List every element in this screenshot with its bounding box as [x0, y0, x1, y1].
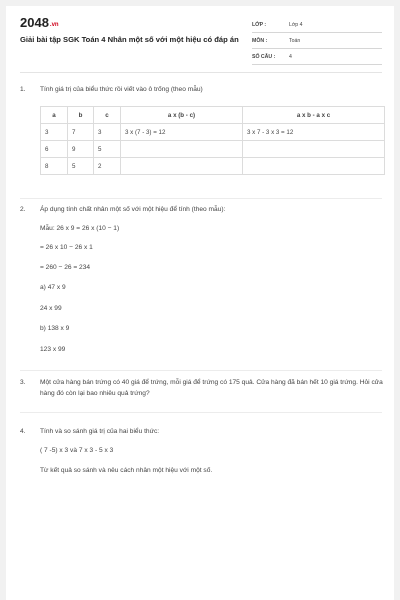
instruction-line: Từ kết quả so sánh và nêu cách nhân một hiệu với một số. [40, 467, 213, 474]
table-cell: 2 [94, 158, 121, 175]
table-row [41, 124, 385, 141]
column-header: a x b - a x c [243, 107, 385, 124]
table-header-row [41, 107, 385, 124]
column-header: a x (b - c) [121, 107, 243, 124]
exercise-line: 123 x 99 [40, 346, 66, 353]
answer-table [40, 106, 385, 175]
example-line: = 260 − 26 = 234 [40, 264, 91, 271]
column-header: c [94, 107, 121, 124]
table-row [41, 158, 385, 175]
exercise-line: 24 x 99 [40, 305, 62, 312]
meta-value: Toán [289, 38, 301, 44]
table-cell: 3 x (7 - 3) = 12 [121, 124, 243, 141]
table-cell: 6 [41, 141, 68, 158]
question-3-number: 3. [20, 379, 26, 386]
table-cell: 7 [68, 124, 94, 141]
site-logo[interactable] [20, 15, 59, 30]
meta-question-count [252, 52, 382, 65]
example-line: = 26 x 10 − 26 x 1 [40, 244, 93, 251]
example-line: Mẫu: 26 x 9 = 26 x (10 − 1) [40, 225, 120, 232]
exercise-line: a) 47 x 9 [40, 284, 66, 291]
table-row [41, 141, 385, 158]
expression-line: ( 7 -5) x 3 và 7 x 3 - 5 x 3 [40, 447, 114, 454]
document-title: Giải bài tập SGK Toán 4 Nhân một số với một hiệu có đáp án [20, 35, 239, 44]
document-header [6, 6, 394, 68]
column-header: b [68, 107, 94, 124]
table-cell [121, 158, 243, 175]
exercise-line: b) 138 x 9 [40, 325, 70, 332]
question-2-number: 2. [20, 206, 26, 213]
question-4-text: Tính và so sánh giá trị của hai biểu thức: [40, 428, 160, 435]
logo-suffix: .vn [49, 22, 59, 28]
section-divider [20, 198, 382, 199]
meta-value: Lớp 4 [289, 22, 303, 28]
table-cell: 5 [68, 158, 94, 175]
document-page [6, 6, 394, 600]
meta-label: SỐ CÂU : [252, 54, 276, 60]
table-cell: 3 [41, 124, 68, 141]
question-2-text: Áp dụng tính chất nhân một số với một hiệu để tính (theo mẫu): [40, 206, 226, 213]
question-1-text: Tính giá trị của biểu thức rồi viết vào ô trống (theo mẫu) [40, 86, 203, 93]
section-divider [20, 412, 382, 413]
meta-label: MÔN : [252, 38, 268, 44]
question-3-text: Một cửa hàng bán trứng có 40 giá để trứng, mỗi giá để trứng có 175 quả. Cửa hàng đã bán hết 10 giá trứng. Hỏi cửa hàng đó còn lại bao nhiêu quả trứng? [40, 379, 383, 397]
meta-grade [252, 20, 382, 33]
meta-label: LỚP : [252, 22, 267, 28]
question-1-number: 1. [20, 86, 26, 93]
logo-text: 2048 [20, 15, 49, 30]
table-cell: 3 [94, 124, 121, 141]
column-header: a [41, 107, 68, 124]
meta-subject [252, 36, 382, 49]
table-cell [243, 141, 385, 158]
question-4-number: 4. [20, 428, 26, 435]
table-cell: 9 [68, 141, 94, 158]
header-divider [20, 72, 382, 73]
table-cell [121, 141, 243, 158]
table-cell: 5 [94, 141, 121, 158]
table-cell [243, 158, 385, 175]
table-cell: 3 x 7 - 3 x 3 = 12 [243, 124, 385, 141]
meta-value: 4 [289, 54, 292, 60]
section-divider [20, 370, 382, 371]
table-cell: 8 [41, 158, 68, 175]
